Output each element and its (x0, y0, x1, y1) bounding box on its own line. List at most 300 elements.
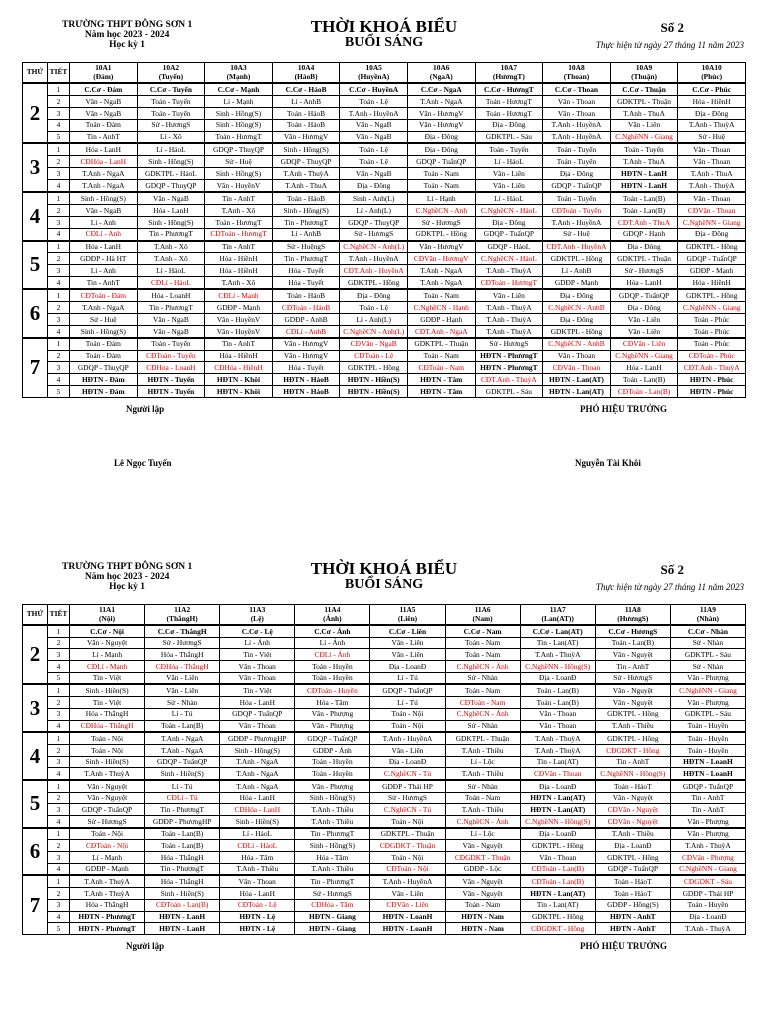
lesson-cell: C.NghềCN - Ánh (445, 661, 520, 673)
lesson-cell: Hóa - Tuyết (272, 265, 340, 277)
lesson-cell: CĐT.Anh - NgaA (407, 325, 475, 337)
lesson-cell: Toán - Lệ (340, 143, 408, 155)
period-number: 4 (48, 228, 70, 240)
vice-principal-label: PHÓ HIỆU TRƯỞNG (580, 940, 668, 951)
lesson-cell: T.Anh - ThuỳA (475, 265, 543, 277)
lesson-cell: T.Anh - ThuA (610, 107, 678, 119)
lesson-cell: Toán - Nội (370, 852, 445, 864)
lesson-cell: Toán - Nam (407, 350, 475, 362)
period-number: 2 (48, 888, 70, 900)
lesson-cell: C.NghềNN - Giang (610, 131, 678, 143)
lesson-cell: CĐVăn - NgaB (340, 338, 408, 350)
day-label: 4 (23, 192, 48, 241)
lesson-cell: Toán - HảoT (595, 888, 670, 900)
lesson-cell: Sinh - Hiền(S) (70, 756, 145, 768)
lesson-cell: Hóa - LanH (220, 792, 295, 804)
lesson-cell: HĐTN - Phúc (678, 386, 746, 398)
lesson-cell: T.Anh - HuyềnA (370, 732, 445, 744)
lesson-cell: Sinh - Hồng(S) (205, 168, 273, 180)
lesson-cell: T.Anh - Thiều (220, 863, 295, 875)
lesson-cell: Địa - Đông (407, 143, 475, 155)
lesson-cell: Lí - Hạnh (407, 192, 475, 204)
table-row (23, 899, 746, 911)
lesson-cell: C.Cơ - HuyềnA (340, 83, 408, 95)
lesson-cell: Lí - Mạnh (70, 852, 145, 864)
lesson-cell: Lí - Mạnh (205, 95, 273, 107)
lesson-cell: Hóa - HiềnH (678, 277, 746, 289)
lesson-cell: GDQP - TuấnQP (670, 780, 745, 792)
lesson-cell: Văn - HươngV (272, 350, 340, 362)
lesson-cell: GDĐP - Mạnh (205, 302, 273, 314)
lesson-cell: Địa - LoanĐ (670, 911, 745, 923)
lesson-cell: C.Cơ - HảoB (272, 83, 340, 95)
lesson-cell: CĐVăn - Nguyệt (595, 816, 670, 828)
table-row (23, 672, 746, 684)
lesson-cell: T.Anh - ThuỳA (70, 768, 145, 780)
lesson-cell: HĐTN - PhươngT (475, 362, 543, 374)
lesson-cell: T.Anh - HuyềnA (340, 253, 408, 265)
lesson-cell: GDKTPL - Hồng (678, 241, 746, 253)
period-number: 5 (48, 386, 70, 398)
schedule-number: Số 2 (660, 20, 684, 35)
lesson-cell: GDKTPL - HảoL (137, 168, 205, 180)
lesson-cell: CĐVăn - Liên (610, 338, 678, 350)
homeroom-teacher: (Liên) (397, 613, 418, 623)
lesson-cell: Hóa - LoanH (137, 289, 205, 301)
lesson-cell: Sinh - Hồng(S) (205, 107, 273, 119)
table-row (23, 804, 746, 816)
lesson-cell: Hóa - LanH (220, 697, 295, 709)
homeroom-teacher: (Nội) (99, 613, 116, 623)
lesson-cell: C.NghềCN - Anh (407, 204, 475, 216)
lesson-cell: CĐHóa - LoanH (137, 362, 205, 374)
lesson-cell: C.NghềNN - Hồng(S) (520, 816, 595, 828)
lesson-cell: HĐTN - Khôi (205, 386, 273, 398)
class-header (272, 63, 340, 84)
sheet-header (22, 560, 746, 604)
lesson-cell: C.NghềCN - Anh(L) (340, 241, 408, 253)
lesson-cell: Văn - Thoan (678, 192, 746, 204)
lesson-cell: Toán - Đảm (70, 119, 138, 131)
lesson-cell: C.NghềNN - Giang (678, 302, 746, 314)
lesson-cell: Địa - Đông (678, 107, 746, 119)
lesson-cell: T.Anh - ThuA (272, 180, 340, 192)
period-number: 2 (48, 744, 70, 756)
lesson-cell: Địa - Đông (678, 228, 746, 240)
lesson-cell: Văn - Thoan (220, 720, 295, 732)
lesson-cell: Văn - Liên (370, 637, 445, 649)
lesson-cell: HĐTN - LoanH (370, 923, 445, 935)
lesson-cell: Toán - Lan(B) (520, 684, 595, 696)
lesson-cell: HĐTN - Nam (445, 911, 520, 923)
lesson-cell: Sử - HươngS (610, 265, 678, 277)
class-name: 10A10 (701, 62, 722, 72)
lesson-cell: Hóa - Tâm (295, 852, 370, 864)
lesson-cell: HĐTN - Lan(AT) (520, 792, 595, 804)
lesson-cell: T.Anh - Thiều (295, 863, 370, 875)
lesson-cell: Văn - NgaB (340, 168, 408, 180)
lesson-cell: HĐTN - LoanH (670, 768, 745, 780)
period-number: 1 (48, 192, 70, 204)
lesson-cell: Toán - Nội (70, 828, 145, 840)
lesson-cell: Sinh - Anh(L) (340, 192, 408, 204)
lesson-cell: Sử - Nhàn (445, 672, 520, 684)
lesson-cell: T.Anh - NgaA (145, 732, 220, 744)
lesson-cell: T.Anh - HuyềnA (340, 107, 408, 119)
day-label: 2 (23, 83, 48, 143)
lesson-cell: C.Cơ - Liên (370, 625, 445, 637)
effective-date: Thực hiện từ ngày 27 tháng 11 năm 2023 (595, 582, 744, 592)
lesson-cell: CĐToán - HươngT (205, 228, 273, 240)
homeroom-teacher: (HảoB) (294, 71, 318, 81)
lesson-cell: HĐTN - LanH (145, 923, 220, 935)
table-row (23, 362, 746, 374)
period-number: 3 (48, 313, 70, 325)
lesson-cell: GDQP - ThuỵQP (137, 180, 205, 192)
lesson-cell: CĐGDKT - Hồng (595, 744, 670, 756)
lesson-cell: CĐLí - AnhB (272, 325, 340, 337)
lesson-cell: Tin - Việt (220, 649, 295, 661)
lesson-cell: Văn - NgaB (340, 131, 408, 143)
lesson-cell: Toán - Nam (445, 899, 520, 911)
lesson-cell: Tin - AnhT (595, 756, 670, 768)
lesson-cell: Lí - Tú (370, 672, 445, 684)
period-number: 3 (48, 899, 70, 911)
lesson-cell: CĐVăn - HươngV (407, 253, 475, 265)
lesson-cell: HĐTN - Giang (295, 911, 370, 923)
period-number: 3 (48, 362, 70, 374)
table-row (23, 156, 746, 168)
lesson-cell: Văn - Liên (145, 672, 220, 684)
class-name: 11A3 (249, 604, 266, 614)
lesson-cell: C.NghềNN - Hồng(S) (595, 768, 670, 780)
period-number: 2 (48, 204, 70, 216)
lesson-cell: Tin - PhươngT (137, 228, 205, 240)
table-row (23, 241, 746, 253)
lesson-cell: T.Anh - ThuỳA (70, 875, 145, 887)
lesson-cell: GDĐP - Hồng(S) (595, 899, 670, 911)
period-number: 2 (48, 840, 70, 852)
lesson-cell: CĐLí - Mạnh (205, 289, 273, 301)
table-row (23, 840, 746, 852)
lesson-cell: CĐToán - Lan(B) (145, 899, 220, 911)
lesson-cell: T.Anh - Thiều (595, 720, 670, 732)
lesson-cell: GDQP - ThuỵQP (272, 156, 340, 168)
lesson-cell: Sinh - Hồng(S) (70, 192, 138, 204)
lesson-cell: Văn - Phượng (670, 816, 745, 828)
period-number: 4 (48, 863, 70, 875)
lesson-cell: Văn - Liên (475, 180, 543, 192)
lesson-cell: GDĐP - AnhB (272, 313, 340, 325)
lesson-cell: HĐTN - Giang (295, 923, 370, 935)
lesson-cell: CĐGDKT - Sáu (670, 875, 745, 887)
table-row (23, 756, 746, 768)
lesson-cell: T.Anh - ThuỳA (70, 888, 145, 900)
lesson-cell: Sử - HươngS (137, 119, 205, 131)
lesson-cell: Toán - Huyền (670, 732, 745, 744)
school-term: Học kỳ 1 (109, 40, 146, 50)
lesson-cell: CĐT.Anh - ThuỳA (678, 362, 746, 374)
lesson-cell: Toán - Huyền (295, 756, 370, 768)
lesson-cell: Hóa - HiềnH (205, 253, 273, 265)
table-row (23, 828, 746, 840)
lesson-cell: CĐToán - Nam (407, 362, 475, 374)
lesson-cell: Toán - Lan(B) (595, 637, 670, 649)
lesson-cell: GDĐP - PhươngHP (220, 732, 295, 744)
class-header (370, 605, 445, 626)
lesson-cell: Văn - Thoan (220, 875, 295, 887)
lesson-cell: Địa - Đông (340, 180, 408, 192)
lesson-cell: Văn - Thoan (678, 156, 746, 168)
homeroom-teacher: (Đảm) (93, 71, 114, 81)
lesson-cell: T.Anh - Xô (137, 241, 205, 253)
lesson-cell: C.Cơ - Phúc (678, 83, 746, 95)
lesson-cell: GDQP - TuấnQP (610, 289, 678, 301)
lesson-cell: Lí - Anh (70, 216, 138, 228)
table-row (23, 697, 746, 709)
lesson-cell: Tin - Việt (220, 684, 295, 696)
lesson-cell: Văn - Liên (370, 888, 445, 900)
lesson-cell: HĐTN - AnhT (595, 923, 670, 935)
lesson-cell: Tin - Lan(AT) (520, 756, 595, 768)
page-title: THỜI KHOÁ BIỂU (310, 559, 458, 578)
lesson-cell: HĐTN - Đảm (70, 386, 138, 398)
lesson-cell: C.NghềCN - HảoL (475, 253, 543, 265)
author-label: Người lập (126, 940, 165, 951)
lesson-cell: C.NghềCN - Ánh (445, 708, 520, 720)
lesson-cell: Toán - Nam (445, 637, 520, 649)
lesson-cell: Toán - HảoB (272, 107, 340, 119)
lesson-cell: Văn - HươngV (407, 119, 475, 131)
lesson-cell: Toán - Phúc (678, 313, 746, 325)
lesson-cell: Văn - HuyềnV (205, 180, 273, 192)
lesson-cell: Lí - Anh (70, 265, 138, 277)
lesson-cell: Toán - Nội (370, 816, 445, 828)
lesson-cell: Văn - Nguyệt (70, 792, 145, 804)
period-number: 4 (48, 911, 70, 923)
table-row (23, 888, 746, 900)
lesson-cell: Văn - Liên (610, 313, 678, 325)
lesson-cell: T.Anh - ThuA (678, 168, 746, 180)
lesson-cell: Hóa - LanH (137, 204, 205, 216)
day-label: 3 (23, 684, 48, 732)
lesson-cell: HĐTN - PhươngT (70, 923, 145, 935)
lesson-cell: Sử - HươngS (595, 672, 670, 684)
lesson-cell: Sinh - Hiền(S) (145, 768, 220, 780)
lesson-cell: T.Anh - Thiều (595, 828, 670, 840)
period-number: 1 (48, 338, 70, 350)
table-row (23, 684, 746, 696)
period-number: 2 (48, 792, 70, 804)
period-number: 1 (48, 289, 70, 301)
lesson-cell: Văn - Thoan (220, 661, 295, 673)
lesson-cell: Toán - Lan(B) (610, 192, 678, 204)
lesson-cell: GDQP - TuấnQP (543, 180, 611, 192)
lesson-cell: Toán - Nam (407, 168, 475, 180)
lesson-cell: HĐTN - PhươngT (70, 911, 145, 923)
lesson-cell: Lí - Ánh (220, 637, 295, 649)
lesson-cell: CĐT.Anh - ThuỳA (475, 374, 543, 386)
day-label: 5 (23, 780, 48, 828)
lesson-cell: GDKTPL - Hồng (543, 253, 611, 265)
period-number: 2 (48, 350, 70, 362)
lesson-cell: C.Cơ - Mạnh (205, 83, 273, 95)
lesson-cell: GDKTPL - Sáu (670, 708, 745, 720)
lesson-cell: T.Anh - Xô (205, 277, 273, 289)
lesson-cell: Sử - HươngS (475, 338, 543, 350)
lesson-cell: CĐVăn - Thoan (678, 204, 746, 216)
period-number: 4 (48, 180, 70, 192)
lesson-cell: Địa - LoanĐ (595, 840, 670, 852)
lesson-cell: CĐToán - HươngT (475, 277, 543, 289)
lesson-cell: CĐToán - Lệ (340, 350, 408, 362)
class-name: 10A9 (635, 62, 653, 72)
homeroom-teacher: (Nam) (472, 613, 493, 623)
table-row (23, 792, 746, 804)
class-name: 11A2 (174, 604, 191, 614)
homeroom-teacher: (Lan(AT)) (541, 613, 574, 623)
lesson-cell: C.Cơ - Ánh (295, 625, 370, 637)
lesson-cell: Lí - HảoL (137, 143, 205, 155)
homeroom-teacher: (NgaA) (429, 71, 453, 81)
table-row (23, 228, 746, 240)
class-name: 10A8 (568, 62, 585, 72)
lesson-cell: T.Anh - NgaA (70, 180, 138, 192)
homeroom-teacher: (Lệ) (250, 613, 264, 623)
period-number: 1 (48, 143, 70, 155)
lesson-cell: GDKTPL - Hồng (595, 708, 670, 720)
lesson-cell: CĐLí - Tú (145, 792, 220, 804)
table-row (23, 95, 746, 107)
lesson-cell: T.Anh - NgaA (407, 95, 475, 107)
lesson-cell: C.NghềNN - Giang (670, 863, 745, 875)
table-row (23, 143, 746, 155)
lesson-cell: GDKTPL - Hồng (340, 362, 408, 374)
period-number: 4 (48, 720, 70, 732)
table-row (23, 720, 746, 732)
day-label: 6 (23, 289, 48, 338)
lesson-cell: Sử - Nhàn (445, 780, 520, 792)
lesson-cell: Sử - Huệ (70, 313, 138, 325)
table-row (23, 192, 746, 204)
table-row (23, 637, 746, 649)
lesson-cell: Lí - Mạnh (70, 649, 145, 661)
vice-principal-name: Nguyễn Tài Khôi (575, 458, 641, 469)
lesson-cell: GDKTPL - Hồng (407, 228, 475, 240)
lesson-cell: T.Anh - ThuỳA (678, 180, 746, 192)
sheet-header (22, 18, 746, 62)
lesson-cell: HĐTN - LanH (610, 168, 678, 180)
lesson-cell: Toán - Tuyến (137, 107, 205, 119)
lesson-cell: Văn - Nguyệt (445, 840, 520, 852)
lesson-cell: Hóa - HiềnH (205, 265, 273, 277)
lesson-cell: Sử - Huệ (205, 156, 273, 168)
schedule-number: Số 2 (660, 562, 684, 577)
lesson-cell: GDĐP - PhươngHP (145, 816, 220, 828)
lesson-cell: C.NghềCN - Ánh (445, 816, 520, 828)
page-title: THỜI KHOÁ BIỂU (310, 17, 458, 36)
lesson-cell: GDQP - TuấnQP (295, 732, 370, 744)
lesson-cell: C.Cơ - Đảm (70, 83, 138, 95)
lesson-cell: CĐHóa - HiềnH (205, 362, 273, 374)
timetable-sheet-grade-10 (22, 18, 746, 474)
class-header (595, 605, 670, 626)
lesson-cell: GDKTPL - Hồng (595, 852, 670, 864)
lesson-cell: Toán - HảoT (595, 875, 670, 887)
lesson-cell: HĐTN - HảoB (272, 386, 340, 398)
lesson-cell: GDĐP - Mạnh (543, 277, 611, 289)
lesson-cell: Lí - HảoL (475, 156, 543, 168)
lesson-cell: Lí - Anh(L) (340, 204, 408, 216)
period-number: 1 (48, 780, 70, 792)
class-name: 10A6 (433, 62, 450, 72)
lesson-cell: Toán - Huyền (670, 744, 745, 756)
class-header (445, 605, 520, 626)
lesson-cell: HĐTN - Hiền(S) (340, 374, 408, 386)
lesson-cell: CĐVăn - Liên (370, 899, 445, 911)
lesson-cell: C.Cơ - HươngT (475, 83, 543, 95)
lesson-cell: Toán - HươngT (205, 216, 273, 228)
table-row (23, 852, 746, 864)
lesson-cell: HĐTN - Lệ (220, 911, 295, 923)
lesson-cell: HĐTN - Tuyến (137, 374, 205, 386)
lesson-cell: Toán - HươngT (475, 107, 543, 119)
lesson-cell: T.Anh - Thiều (445, 768, 520, 780)
period-number: 4 (48, 374, 70, 386)
lesson-cell: Hóa - LanH (610, 362, 678, 374)
school-year: Năm học 2023 - 2024 (84, 30, 170, 40)
table-row (23, 107, 746, 119)
lesson-cell: HĐTN - Tâm (407, 386, 475, 398)
table-row (23, 923, 746, 935)
lesson-cell: Tin - PhươngT (295, 875, 370, 887)
lesson-cell: Toán - Tuyến (475, 143, 543, 155)
lesson-cell: GDQP - TuấnQP (220, 708, 295, 720)
class-name: 11A7 (549, 604, 566, 614)
class-name: 10A2 (162, 62, 180, 72)
period-number: 3 (48, 804, 70, 816)
lesson-cell: CĐGDKT - Thuận (370, 840, 445, 852)
lesson-cell: Văn - Phượng (295, 720, 370, 732)
column-header-period: TIẾT (48, 63, 70, 84)
day-label: 6 (23, 828, 48, 876)
period-number: 3 (48, 649, 70, 661)
lesson-cell: Toán - Phúc (678, 325, 746, 337)
lesson-cell: Hóa - LanH (220, 888, 295, 900)
table-row (23, 119, 746, 131)
period-number: 4 (48, 768, 70, 780)
lesson-cell: Hóa - Tuyết (272, 362, 340, 374)
lesson-cell: T.Anh - Xô (137, 253, 205, 265)
lesson-cell: Sinh - Hồng(S) (220, 744, 295, 756)
table-row (23, 168, 746, 180)
lesson-cell: Tin - AnhT (205, 192, 273, 204)
period-number: 3 (48, 708, 70, 720)
lesson-cell: GDKTPL - Thuận (610, 95, 678, 107)
lesson-cell: HĐTN - LanH (610, 180, 678, 192)
lesson-cell: Toán - HươngT (205, 131, 273, 143)
lesson-cell: Văn - Nguyệt (70, 780, 145, 792)
lesson-cell: Hóa - Tâm (295, 697, 370, 709)
lesson-cell: Lí - HảoL (137, 265, 205, 277)
lesson-cell: GDKTPL - Sáu (475, 131, 543, 143)
lesson-cell: GDQP - TuấnQP (70, 804, 145, 816)
table-row (23, 302, 746, 314)
lesson-cell: C.NghềNN - Giang (610, 350, 678, 362)
lesson-cell: Tin - PhươngT (145, 863, 220, 875)
table-row (23, 180, 746, 192)
lesson-cell: Văn - Phượng (670, 672, 745, 684)
